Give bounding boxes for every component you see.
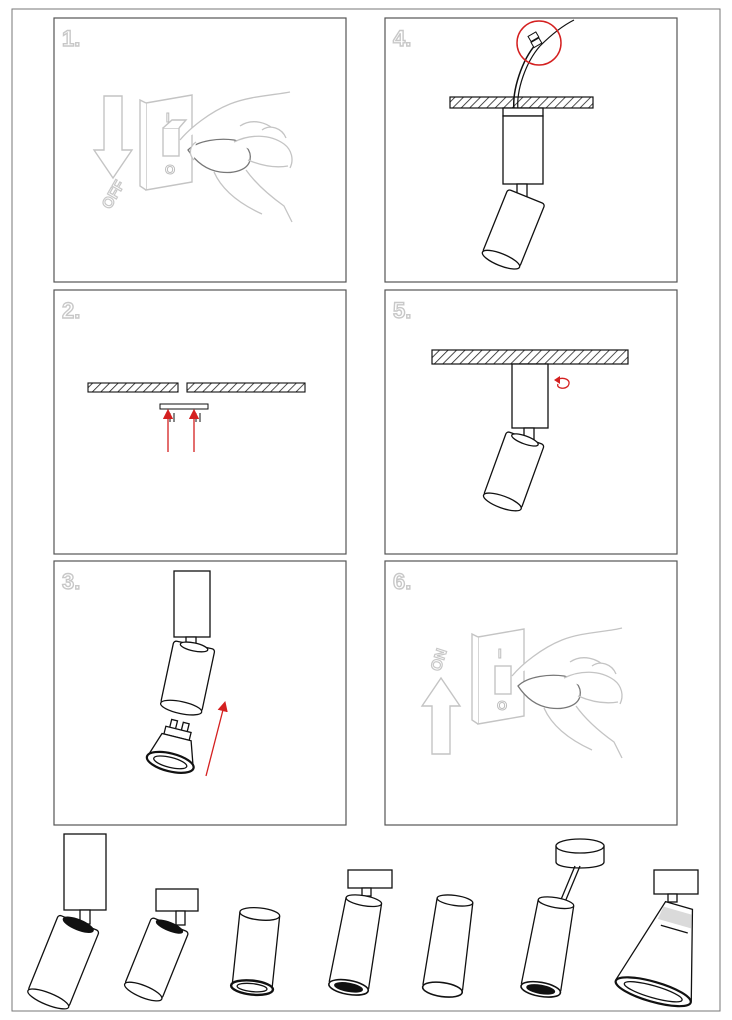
step-5-panel bbox=[385, 290, 677, 554]
step-1-panel bbox=[54, 18, 346, 282]
variant-5-icon bbox=[422, 893, 476, 1000]
step-2-panel bbox=[54, 290, 346, 554]
ceiling-right-icon bbox=[187, 383, 305, 392]
variants-row bbox=[26, 834, 716, 1013]
off-label: OFF bbox=[98, 177, 129, 212]
variant-1-icon bbox=[26, 834, 106, 1013]
variant-6-icon bbox=[520, 839, 604, 1000]
ceiling-left-icon bbox=[88, 383, 178, 392]
step-5-number: 5. bbox=[393, 298, 412, 323]
on-label: ON bbox=[427, 646, 451, 674]
ceiling-icon bbox=[450, 97, 593, 108]
step-4-number: 4. bbox=[393, 26, 412, 51]
step-2-number: 2. bbox=[62, 298, 81, 323]
variant-3-icon bbox=[230, 906, 281, 997]
mounting-bracket-icon bbox=[160, 404, 208, 409]
step-6-number: 6. bbox=[393, 569, 412, 594]
variant-7-icon bbox=[613, 870, 716, 1012]
ceiling-icon bbox=[432, 350, 628, 364]
step-1-number: 1. bbox=[62, 26, 81, 51]
variant-4-icon bbox=[328, 870, 392, 998]
step-3-panel bbox=[54, 561, 346, 825]
wall-switch-icon bbox=[140, 95, 192, 190]
switch-on-symbol: I bbox=[166, 110, 170, 125]
switch-off-symbol: O bbox=[497, 698, 508, 713]
variant-2-icon bbox=[122, 889, 198, 1005]
step-3-number: 3. bbox=[62, 569, 81, 594]
step-6-panel bbox=[385, 561, 677, 825]
wall-switch-icon bbox=[472, 629, 524, 724]
switch-on-symbol: I bbox=[498, 646, 502, 661]
step-4-panel bbox=[385, 18, 677, 282]
switch-off-symbol: O bbox=[165, 162, 176, 177]
